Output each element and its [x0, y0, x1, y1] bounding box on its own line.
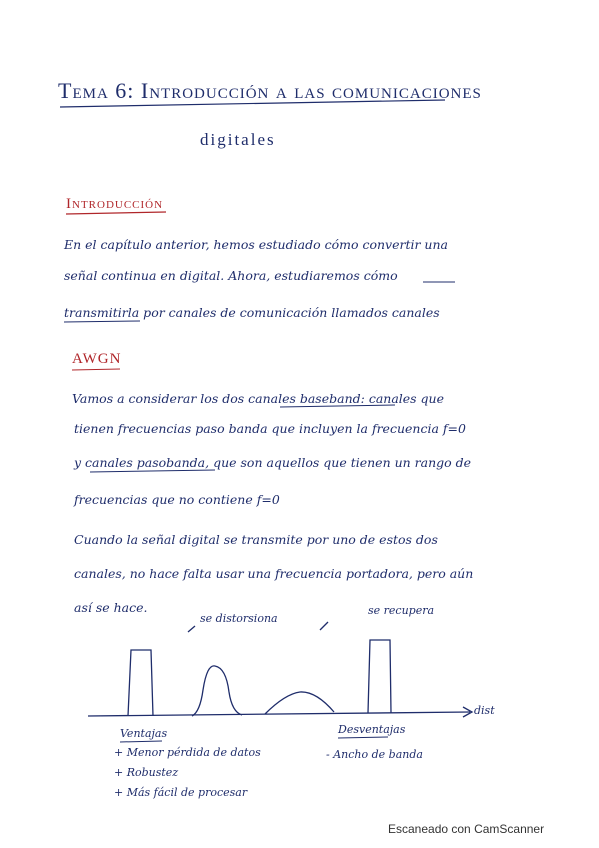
awgn-heading: AWGN: [72, 351, 122, 367]
awgn-line-2: tienen frecuencias paso banda que incluyen la frecuencia f=0: [74, 421, 466, 436]
intro-line-1: En el capítulo anterior, hemos estudiado cómo convertir una: [64, 237, 448, 252]
disadvantages-item-1: - Ancho de banda: [326, 748, 423, 761]
axis-label: dist: [474, 704, 495, 717]
intro-line-3: transmitirla por canales de comunicación llamados canales: [64, 305, 440, 320]
advantages-heading: Ventajas: [120, 727, 168, 740]
pulse-rect-1: [128, 650, 153, 716]
scanner-watermark: Escaneado con CamScanner: [388, 822, 545, 836]
pulse-rect-recovered: [368, 640, 391, 713]
diagram-axis: [88, 712, 470, 716]
label-recovered: se recupera: [368, 604, 435, 617]
pulse-distorted: [192, 666, 242, 716]
signal-diagram: [88, 622, 472, 717]
intro-line-2: señal continua en digital. Ahora, estudiaremos cómo: [64, 268, 398, 283]
label-distortion: se distorsiona: [200, 612, 278, 625]
disadvantages-heading: Desventajas: [338, 723, 406, 736]
para2-line-3: así se hace.: [74, 600, 148, 615]
page-subtitle: digitales: [200, 130, 276, 149]
para2-line-2: canales, no hace falta usar una frecuencia portadora, pero aún: [74, 566, 474, 581]
awgn-line-4: frecuencias que no contiene f=0: [74, 492, 280, 507]
advantages-item-1: + Menor pérdida de datos: [114, 746, 261, 759]
awgn-line-1: Vamos a considerar los dos canales baseband: canales que: [72, 391, 445, 406]
para2-line-1: Cuando la señal digital se transmite por uno de estos dos: [74, 532, 438, 547]
dist-tick-right: [320, 622, 328, 630]
pulse-attenuated: [265, 692, 334, 714]
advantages-item-3: + Más fácil de procesar: [114, 786, 248, 799]
advantages-item-2: + Robustez: [114, 766, 179, 779]
dist-tick-left: [188, 626, 195, 632]
awgn-line-3: y canales pasobanda, que son aquellos que tienen un rango de: [74, 455, 472, 470]
intro-heading: Introducción: [66, 196, 164, 212]
page-title: Tema 6: Introducción a las comunicaciones: [58, 78, 482, 103]
